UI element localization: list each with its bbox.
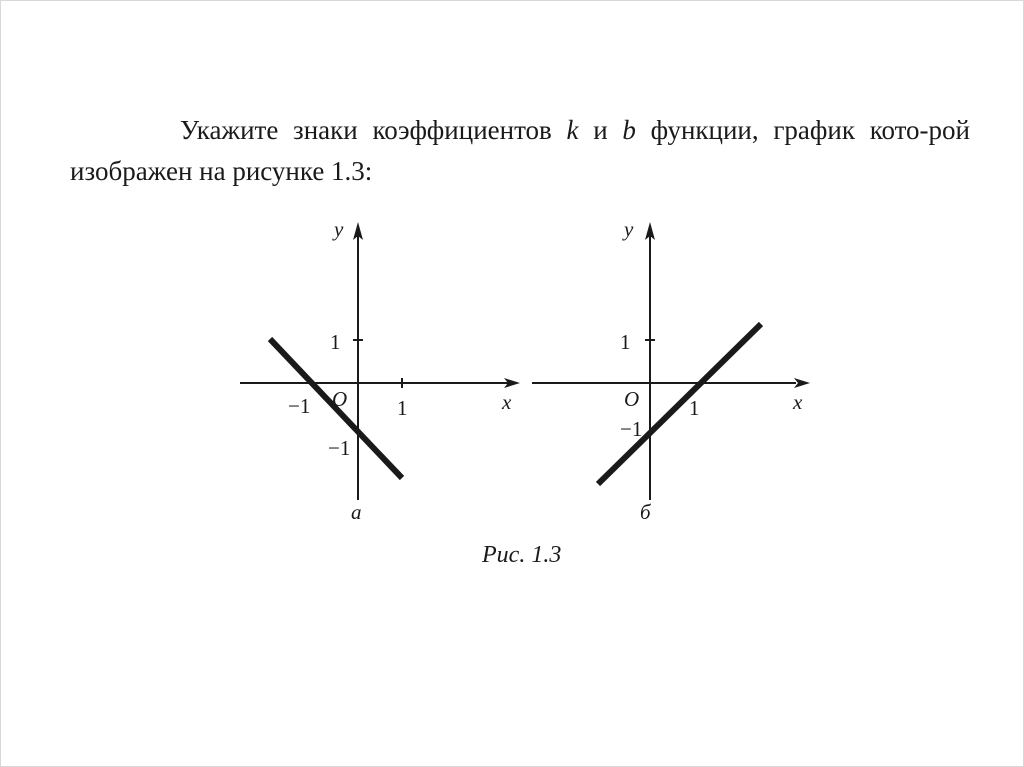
origin-label-a: O <box>332 387 348 411</box>
tick-label-y-neg-a: −1 <box>328 436 351 460</box>
task-text-part1: Укажите знаки коэффициентов <box>180 115 567 145</box>
panel-caption-b: б <box>640 500 651 524</box>
coefficient-b: b <box>622 115 636 145</box>
x-axis-label-b: x <box>793 390 803 414</box>
tick-label-x-pos-b: 1 <box>689 396 700 420</box>
y-axis-label-a: y <box>334 217 344 241</box>
panel-b <box>532 217 810 524</box>
tick-label-x-pos-a: 1 <box>397 396 408 420</box>
x-axis-label-a: x <box>502 390 512 414</box>
figure-caption: Рис. 1.3 <box>482 542 562 568</box>
task-text-part2: и <box>578 115 623 145</box>
tick-label-y-neg-b: −1 <box>620 417 643 441</box>
tick-label-y-pos-a: 1 <box>330 330 341 354</box>
origin-label-b: O <box>624 387 640 411</box>
tick-label-y-pos-b: 1 <box>620 330 631 354</box>
x-axis-arrow-b <box>794 378 810 388</box>
coefficient-k: k <box>566 115 579 145</box>
task-text-part3: функции, график кото-рой изображен на рисунке 1.3: <box>70 115 970 186</box>
tick-label-x-neg-a: −1 <box>288 394 311 418</box>
panel-caption-a: а <box>351 500 362 524</box>
y-axis-label-b: y <box>624 217 634 241</box>
panel-a <box>240 217 520 524</box>
